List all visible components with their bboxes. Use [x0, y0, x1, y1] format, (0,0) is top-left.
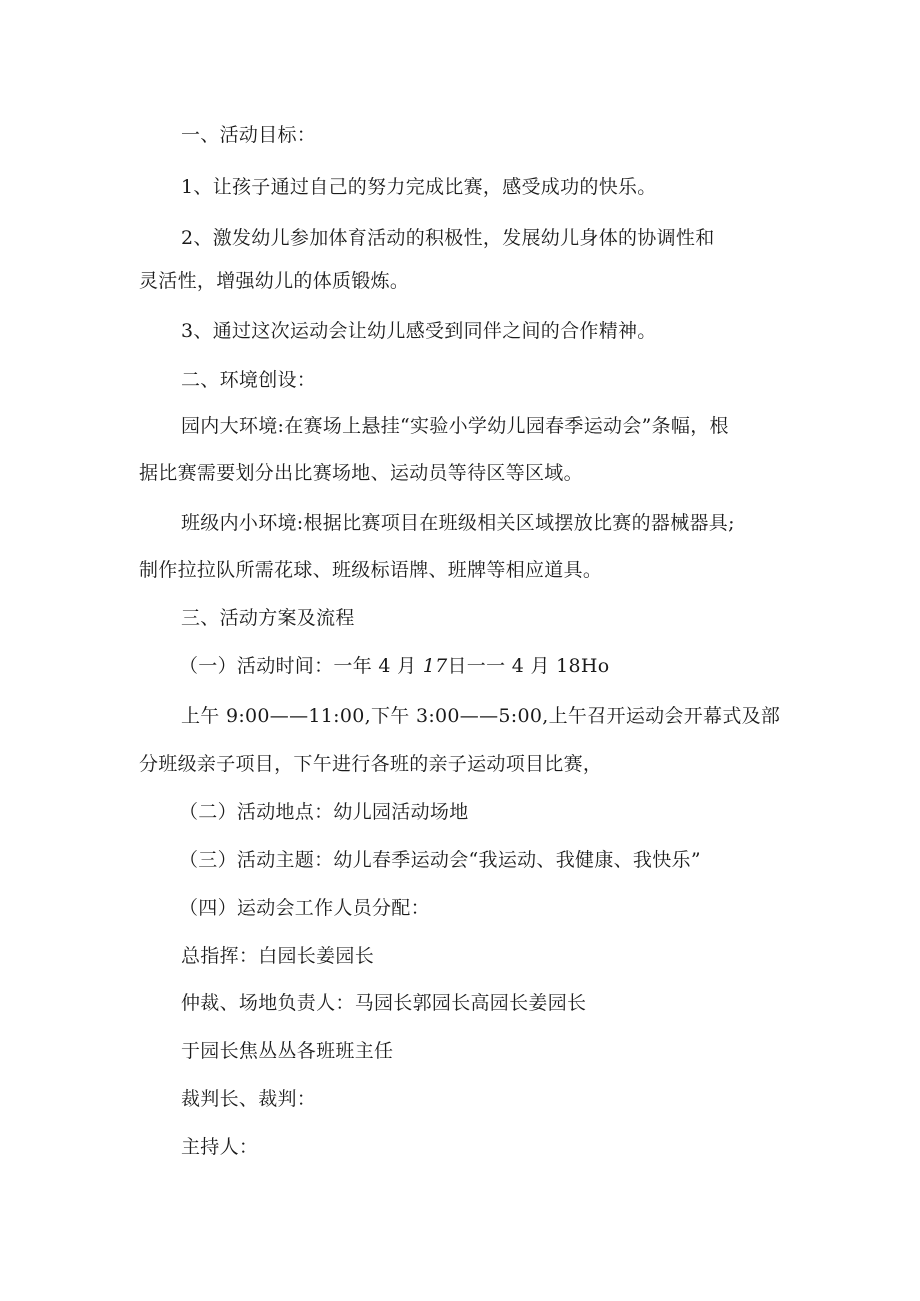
activity-time-prefix: （一）活动时间：一年 4 月	[179, 655, 423, 677]
goal-item-2: 2、激发幼儿参加体育活动的积极性，发展幼儿身体的协调性和	[181, 227, 715, 249]
activity-time	[179, 653, 610, 679]
environment-outer: 园内大环境:在赛场上悬挂“实验小学幼儿园春季运动会”条幅，根	[181, 415, 729, 437]
heading-plan-process: 三、活动方案及流程	[181, 607, 355, 629]
activity-theme: （三）活动主题：幼儿春季运动会“我运动、我健康、我快乐”	[179, 849, 701, 871]
arbitration-venue-continued: 于园长焦丛丛各班班主任	[181, 1040, 394, 1062]
environment-class: 班级内小环境:根据比赛项目在班级相关区域摆放比赛的器械器具;	[181, 512, 735, 534]
staff-assignment: （四）运动会工作人员分配：	[179, 897, 430, 919]
heading-environment: 二、环境创设：	[181, 369, 317, 391]
schedule-detail-continued: 分班级亲子项目，下午进行各班的亲子运动项目比赛，	[139, 753, 603, 775]
goal-item-2-continued: 灵活性，增强幼儿的体质锻炼。	[139, 270, 410, 292]
goal-item-1: 1、让孩子通过自己的努力完成比赛，感受成功的快乐。	[181, 176, 657, 198]
goal-item-3: 3、通过这次运动会让幼儿感受到同伴之间的合作精神。	[181, 320, 657, 342]
environment-class-continued: 制作拉拉队所需花球、班级标语牌、班牌等相应道具。	[139, 559, 603, 581]
environment-outer-continued: 据比赛需要划分出比赛场地、运动员等待区等区域。	[139, 462, 583, 484]
arbitration-venue-lead: 仲裁、场地负责人：马园长郭园长高园长姜园长	[181, 992, 587, 1014]
activity-location: （二）活动地点：幼儿园活动场地	[179, 801, 469, 823]
schedule-detail: 上午 9:00——11:00,下午 3:00——5:00,上午召开运动会开幕式及部	[181, 705, 781, 727]
commander-in-chief: 总指挥：白园长姜园长	[181, 945, 375, 967]
activity-time-suffix: 日一一 4 月 18Ho	[447, 655, 610, 677]
host: 主持人：	[181, 1136, 259, 1158]
activity-time-day: 17	[422, 655, 448, 677]
heading-activity-goals: 一、活动目标：	[181, 124, 317, 146]
chief-referee: 裁判长、裁判：	[181, 1088, 317, 1110]
